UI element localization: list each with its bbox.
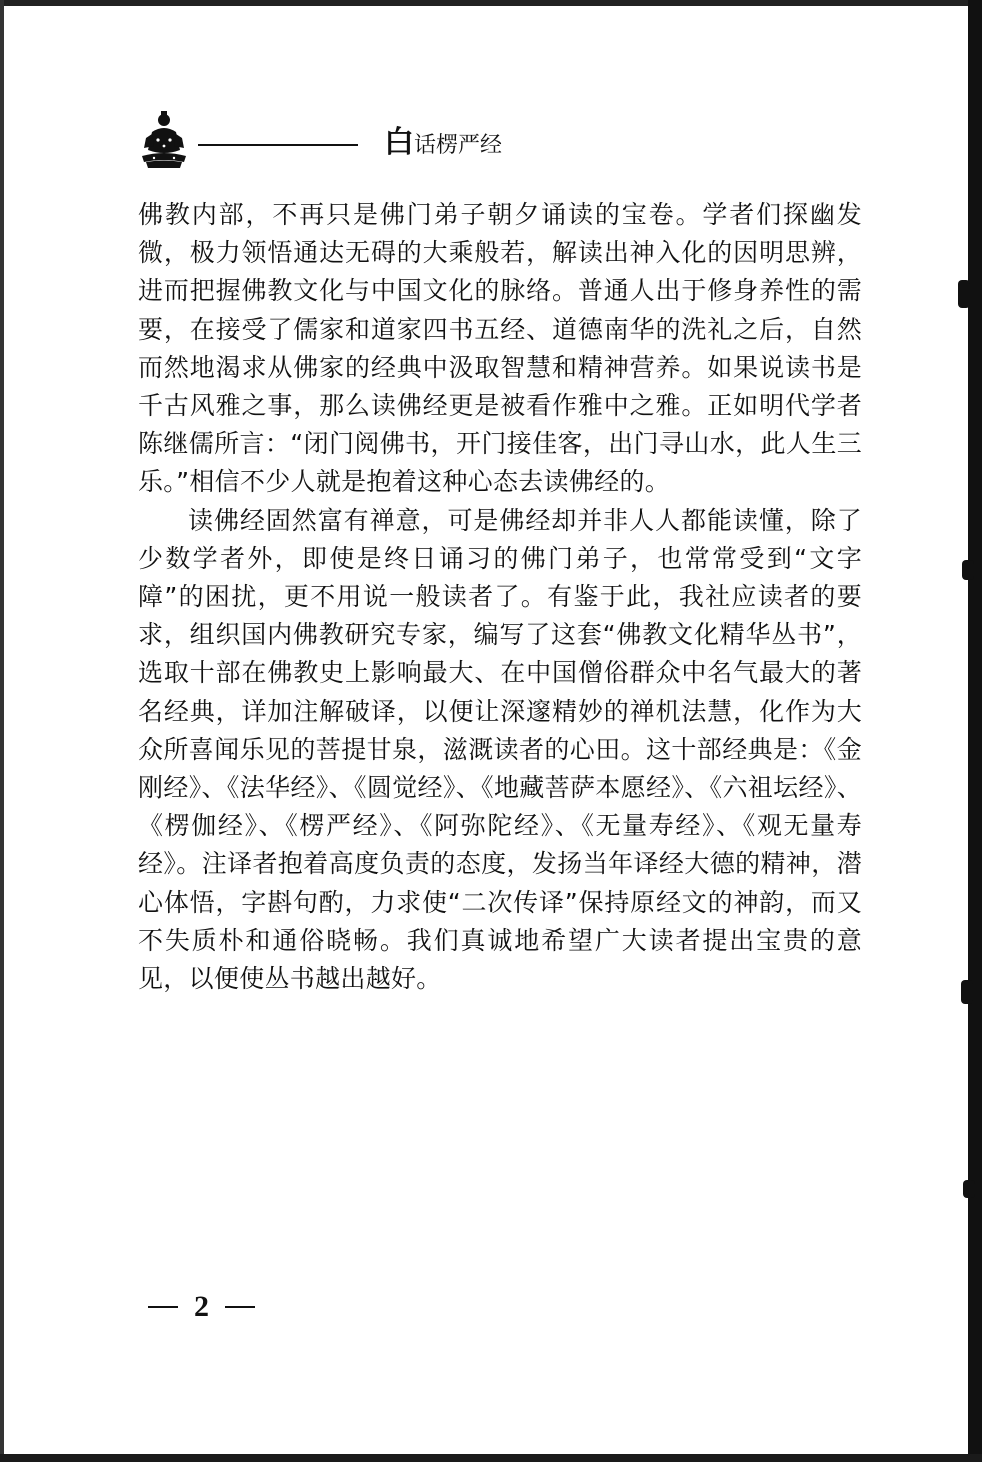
scan-edge-right: [968, 0, 982, 1462]
scan-edge-top: [0, 0, 982, 6]
header-title-rest: 话楞严经: [414, 133, 503, 158]
page-number: 2: [194, 1290, 209, 1323]
scan-edge-left: [0, 0, 4, 1462]
paragraph: 读佛经固然富有禅意，可是佛经却并非人人都能读懂，除了少数学者外，即使是终日诵习的佛门弟子，也常常受到“文字障”的困扰，更不用说一般读者了。有鉴于此，我社应读者的要求，组织国内佛教研究专家，编写了这套“佛教文化精华丛书”，选取十部在佛教史上影响最大、在中国僧俗群众中名气最大的著名经典，详加注解破译，以便让深邃精妙的禅机法慧，化作为大众所喜闻乐见的菩提甘泉，滋溉读者的心田。这十部经典是：《金刚经》、《法华经》、《圆觉经》、《地藏菩萨本愿经》、《六祖坛经》、《楞伽经》、《楞严经》、《阿弥陀经》、《无量寿经》、《观无量寿经》。注译者抱着高度负责的态度，发扬当年译经大德的精神，潜心体悟，字斟句酌，力求使“二次传译”保持原经文的神韵，而又不失质朴和通俗晓畅。我们真诚地希望广大读者提出宝贵的意见，以便使丛书越出越好。: [138, 505, 862, 994]
scan-edge-bottom: [0, 1454, 982, 1462]
running-header: [140, 110, 560, 170]
folio-dash-right: [225, 1306, 255, 1308]
folio-dash-left: [148, 1306, 178, 1308]
running-header-title: [384, 125, 503, 161]
header-title-initial: 白: [384, 125, 414, 160]
header-rule: [198, 144, 358, 146]
buddha-figure-icon: [140, 110, 188, 170]
body-text: [138, 196, 862, 998]
page-number-footer: [148, 1290, 328, 1330]
paragraph: 佛教内部，不再只是佛门弟子朝夕诵读的宝卷。学者们探幽发微，极力领悟通达无碍的大乘般若，解读出神入化的因明思辨，进而把握佛教文化与中国文化的脉络。普通人出于修身养性的需要，在接受了儒家和道家四书五经、道德南华的洗礼之后，自然而然地渴求从佛家的经典中汲取智慧和精神营养。如果说读书是千古风雅之事，那么读佛经更是被看作雅中之雅。正如明代学者陈继儒所言：“闭门阅佛书，开门接佳客，出门寻山水，此人生三乐。”相信不少人就是抱着这种心态去读佛经的。: [138, 200, 862, 497]
